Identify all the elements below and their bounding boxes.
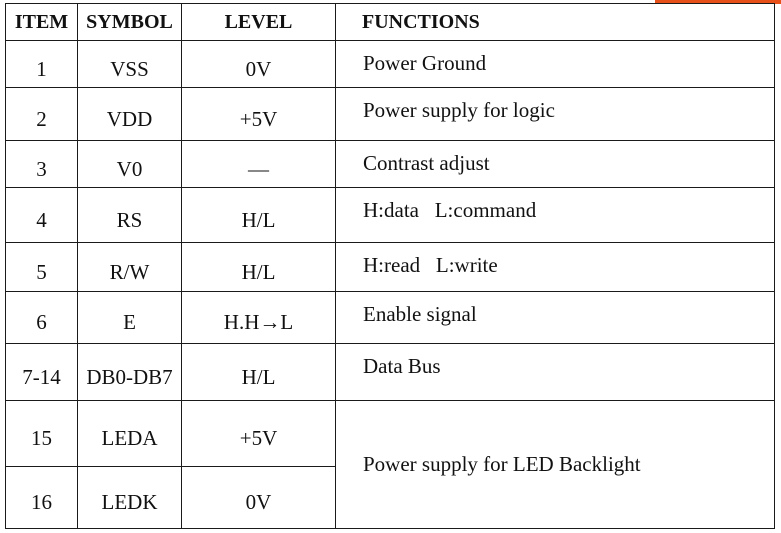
function-cell: Contrast adjust: [336, 141, 775, 188]
table-row: [6, 292, 775, 344]
item-cell: 16: [6, 467, 78, 529]
symbol-cell: LEDA: [78, 401, 182, 467]
level-cell: 0V: [182, 467, 336, 529]
function-cell: Enable signal: [336, 292, 775, 344]
table-row: [6, 401, 775, 467]
item-cell: 6: [6, 292, 78, 344]
function-cell: H:data L:command: [336, 188, 775, 243]
table-row: [6, 188, 775, 243]
level-cell: H/L: [182, 344, 336, 401]
symbol-cell: V0: [78, 141, 182, 188]
level-cell: H/L: [182, 243, 336, 292]
function-cell: Data Bus: [336, 344, 775, 401]
level-cell: +5V: [182, 88, 336, 141]
level-cell: H/L: [182, 188, 336, 243]
header-level: LEVEL: [182, 4, 336, 41]
table-row: [6, 243, 775, 292]
symbol-cell: VDD: [78, 88, 182, 141]
symbol-cell: LEDK: [78, 467, 182, 529]
table-row: [6, 88, 775, 141]
item-cell: 1: [6, 41, 78, 88]
table-row: [6, 141, 775, 188]
level-cell: 0V: [182, 41, 336, 88]
function-cell-merged: Power supply for LED Backlight: [336, 401, 775, 529]
pin-function-table: [5, 3, 775, 529]
table-row: [6, 41, 775, 88]
level-cell: +5V: [182, 401, 336, 467]
item-cell: 15: [6, 401, 78, 467]
header-functions: FUNCTIONS: [336, 4, 775, 41]
symbol-cell: E: [78, 292, 182, 344]
symbol-cell: DB0-DB7: [78, 344, 182, 401]
symbol-cell: VSS: [78, 41, 182, 88]
function-cell: H:read L:write: [336, 243, 775, 292]
header-symbol: SYMBOL: [78, 4, 182, 41]
symbol-cell: RS: [78, 188, 182, 243]
item-cell: 4: [6, 188, 78, 243]
item-cell: 2: [6, 88, 78, 141]
level-cell: —: [182, 141, 336, 188]
header-item: ITEM: [6, 4, 78, 41]
item-cell: 7-14: [6, 344, 78, 401]
item-cell: 5: [6, 243, 78, 292]
table-row: [6, 344, 775, 401]
table-header-row: [6, 4, 775, 41]
symbol-cell: R/W: [78, 243, 182, 292]
function-cell: Power Ground: [336, 41, 775, 88]
item-cell: 3: [6, 141, 78, 188]
function-cell: Power supply for logic: [336, 88, 775, 141]
level-cell: H.H→L: [182, 292, 336, 344]
